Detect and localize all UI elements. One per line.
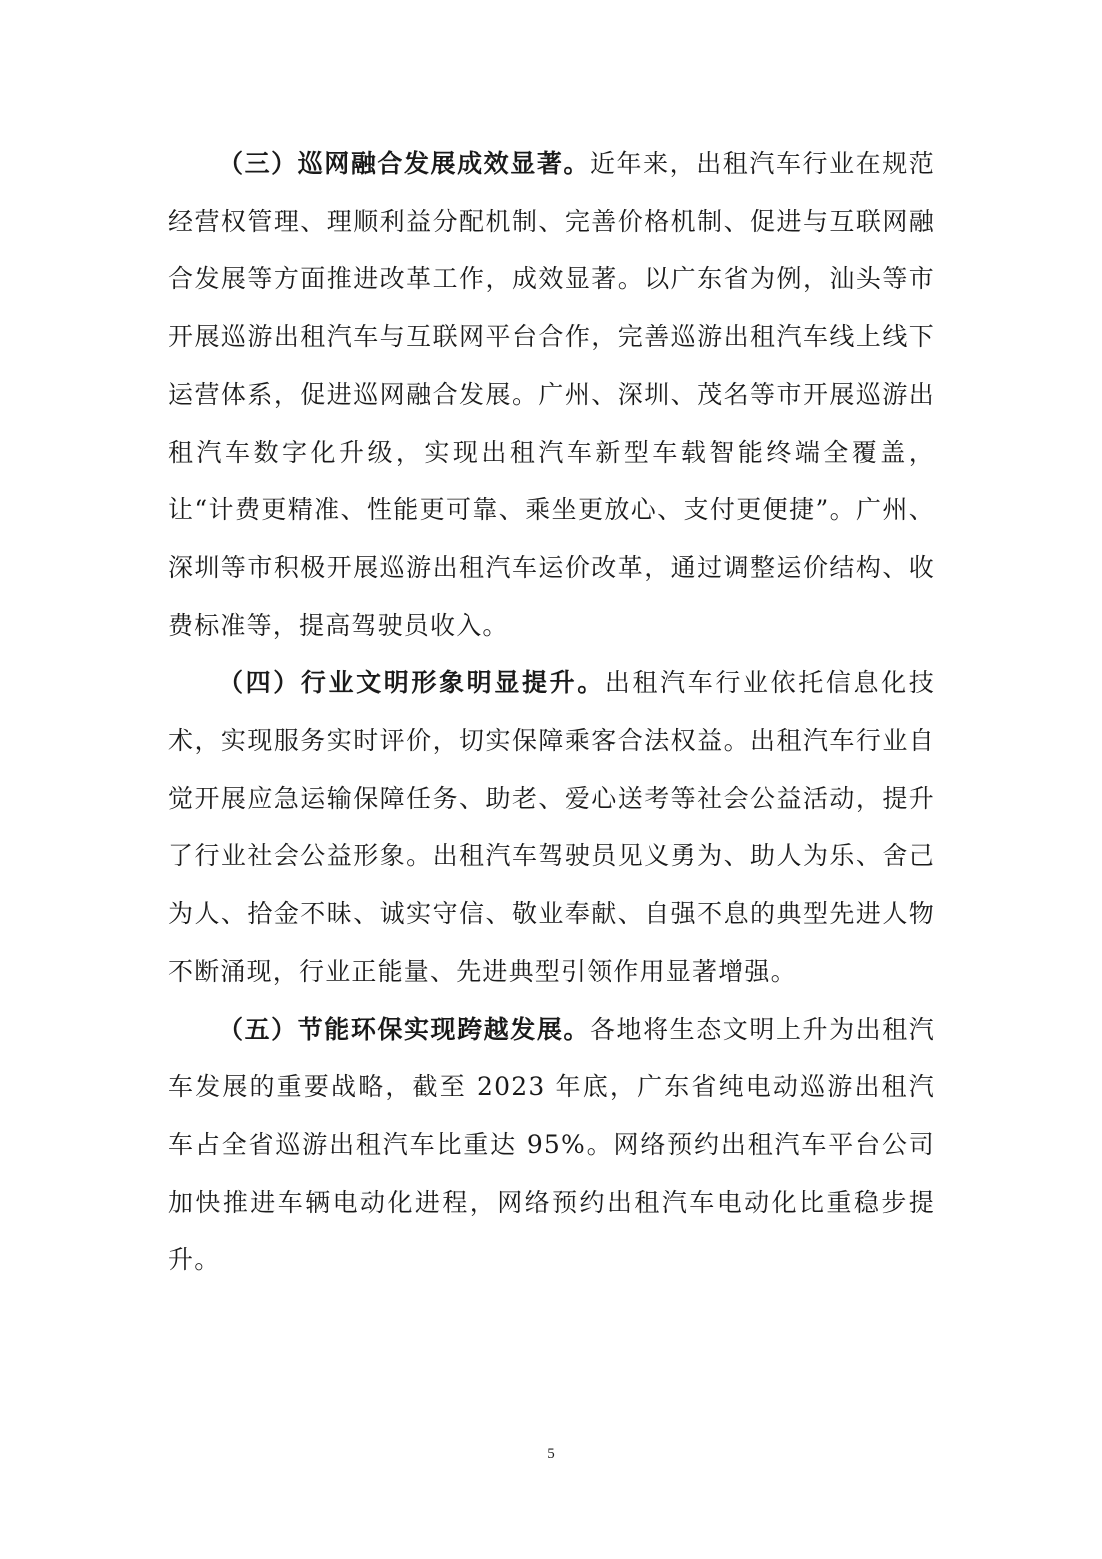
paragraph-four-text: 出租汽车行业依托信息化技术，实现服务实时评价，切实保障乘客合法权益。出租汽车行业自觉开展应急运输保障任务、助老、爱心送考等社会公益活动，提升了行业社会公益形象。出租汽车驾驶员见义勇为、助人为乐、舍己为人、拾金不昧、诚实守信、敬业奉献、自强不息的典型先进人物不断涌现，行业正能量、先进典型引领作用显著增强。 bbox=[168, 668, 935, 986]
section-heading-five: （五）节能环保实现跨越发展。 bbox=[218, 1014, 590, 1044]
document-body bbox=[168, 135, 935, 1289]
section-heading-three: （三）巡网融合发展成效显著。 bbox=[218, 149, 590, 178]
paragraph-five-text: 各地将生态文明上升为出租汽车发展的重要战略，截至 2023 年底，广东省纯电动巡游出租汽车占全省巡游出租汽车比重达 95%。网络预约出租汽车平台公司加快推进车辆电动化进程，网络预约出租汽车电动化比重稳步提升。 bbox=[168, 1014, 935, 1275]
paragraph-four bbox=[168, 654, 935, 1000]
paragraph-five bbox=[168, 1001, 935, 1290]
paragraph-three bbox=[168, 135, 935, 654]
paragraph-three-text: 近年来，出租汽车行业在规范经营权管理、理顺利益分配机制、完善价格机制、促进与互联网融合发展等方面推进改革工作，成效显著。以广东省为例，汕头等市开展巡游出租汽车与互联网平台合作，完善巡游出租汽车线上线下运营体系，促进巡网融合发展。广州、深圳、茂名等市开展巡游出租汽车数字化升级，实现出租汽车新型车载智能终端全覆盖，让“计费更精准、性能更可靠、乘坐更放心、支付更便捷”。广州、深圳等市积极开展巡游出租汽车运价改革，通过调整运价结构、收费标准等，提高驾驶员收入。 bbox=[168, 149, 935, 640]
page-number: 5 bbox=[547, 1446, 555, 1462]
section-heading-four: （四）行业文明形象明显提升。 bbox=[218, 668, 605, 698]
